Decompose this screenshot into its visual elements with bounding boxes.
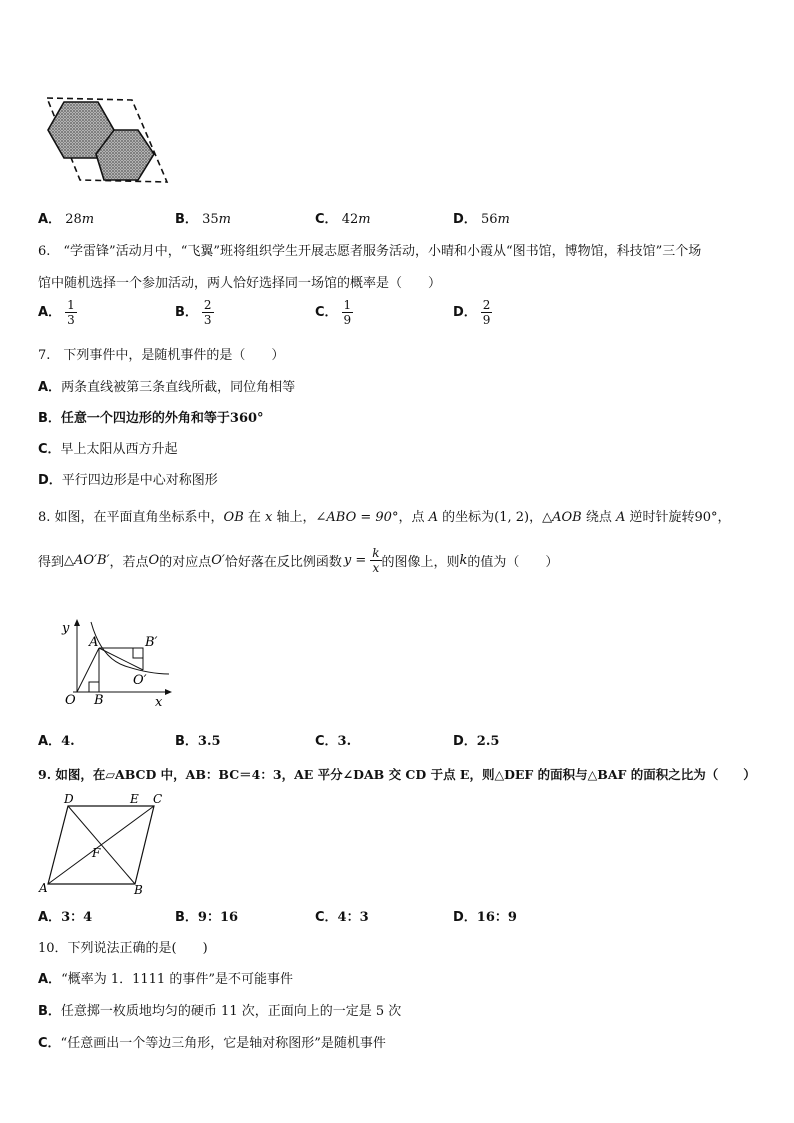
q8-option-b[interactable]: B．3.5 — [175, 734, 221, 749]
label-B: B — [94, 693, 104, 708]
label-y: y — [62, 621, 70, 636]
q9-option-d[interactable]: D．16：9 — [453, 910, 517, 925]
q9-option-a[interactable]: A．3：4 — [38, 910, 93, 925]
y-axis-arrow — [74, 619, 80, 626]
label-E: E — [130, 792, 139, 806]
q8-option-a[interactable]: A．4. — [38, 734, 75, 749]
q7-option-a[interactable]: A．两条直线被第三条直线所截，同位角相等 — [38, 380, 296, 395]
q8-stem-line2: 得到 △AO′B′ ，若点 O 的对应点 O′ 恰好落在反比例函数 y = $\frac{k}{x}$ 的图像上，则 k 的值为（ ） — [38, 546, 559, 575]
q9-option-b[interactable]: B．9：16 — [175, 910, 239, 925]
q10-option-a[interactable]: A．“概率为 1．1111 的事件”是不可能事件 — [38, 972, 293, 987]
q6-option-a[interactable]: A． $\frac{1}{3}$ — [38, 298, 75, 327]
q7-option-c[interactable]: C．早上太阳从西方升起 — [38, 442, 178, 457]
segment-AO-prime — [99, 648, 143, 670]
q5-option-c[interactable]: C． 42m — [315, 212, 371, 227]
hexagon-rhombus-figure — [40, 92, 170, 188]
q10-option-c[interactable]: C．“任意画出一个等边三角形，它是轴对称图形”是随机事件 — [38, 1036, 386, 1051]
q5-option-b[interactable]: B． 35m — [175, 212, 231, 227]
q6-option-d[interactable]: D． $\frac{2}{9}$ — [453, 298, 491, 327]
label-A: A — [39, 881, 48, 895]
q7-option-d[interactable]: D．平行四边形是中心对称图形 — [38, 473, 218, 488]
q6-stem-line1: 6. “学雷锋”活动月中，“飞翼”班将组织学生开展志愿者服务活动，小晴和小霞从“图书馆，博物馆，科技馆”三个场 — [38, 244, 702, 259]
label-O-prime: O′ — [133, 673, 147, 688]
q10-stem: 10．下列说法正确的是( ) — [38, 941, 208, 956]
segment-OA — [77, 648, 99, 692]
q8-stem-line1: 8. 如图，在平面直角坐标系中，OB 在 x 轴上，∠ABO = 90°，点 A 的坐标为(1, 2)，△AOB 绕点 A 逆时针旋转90°， — [38, 510, 731, 525]
q8-option-d[interactable]: D．2.5 — [453, 734, 500, 749]
label-x: x — [155, 695, 163, 710]
right-angle-B — [89, 682, 99, 692]
label-F: F — [92, 846, 101, 860]
label-B: B — [134, 883, 143, 896]
label-C: C — [153, 792, 163, 806]
diagonal-DB — [68, 806, 135, 884]
q5-option-d[interactable]: D． 56m — [453, 212, 510, 227]
q10-option-b[interactable]: B．任意掷一枚质地均匀的硬币 11 次，正面向上的一定是 5 次 — [38, 1004, 402, 1019]
q9-option-c[interactable]: C．4：3 — [315, 910, 369, 925]
q5-option-a[interactable]: A． 28m — [38, 212, 95, 227]
q6-option-c[interactable]: C． $\frac{1}{9}$ — [315, 298, 352, 327]
label-A: A — [89, 635, 99, 650]
q7-stem: 7. 下列事件中，是随机事件的是（ ） — [38, 348, 285, 363]
q8-coordinate-figure — [55, 618, 180, 710]
q9-parallelogram-figure — [36, 792, 171, 896]
label-D: D — [64, 792, 74, 806]
q9-stem: 9. 如图，在▱ABCD 中，AB：BC＝4：3，AE 平分∠DAB 交 CD 于点 E，则△DEF 的面积与△BAF 的面积之比为（ ） — [38, 767, 756, 782]
right-angle-B-prime — [133, 648, 143, 658]
q8-option-c[interactable]: C．3. — [315, 734, 352, 749]
q6-stem-line2: 馆中随机选择一个参加活动，两人恰好选择同一场馆的概率是（ ） — [38, 276, 442, 291]
q6-option-b[interactable]: B． $\frac{2}{3}$ — [175, 298, 212, 327]
x-axis-arrow — [165, 689, 172, 695]
label-O: O — [65, 693, 76, 708]
q7-option-b[interactable]: B．任意一个四边形的外角和等于360° — [38, 411, 264, 426]
label-B-prime: B′ — [145, 635, 158, 650]
